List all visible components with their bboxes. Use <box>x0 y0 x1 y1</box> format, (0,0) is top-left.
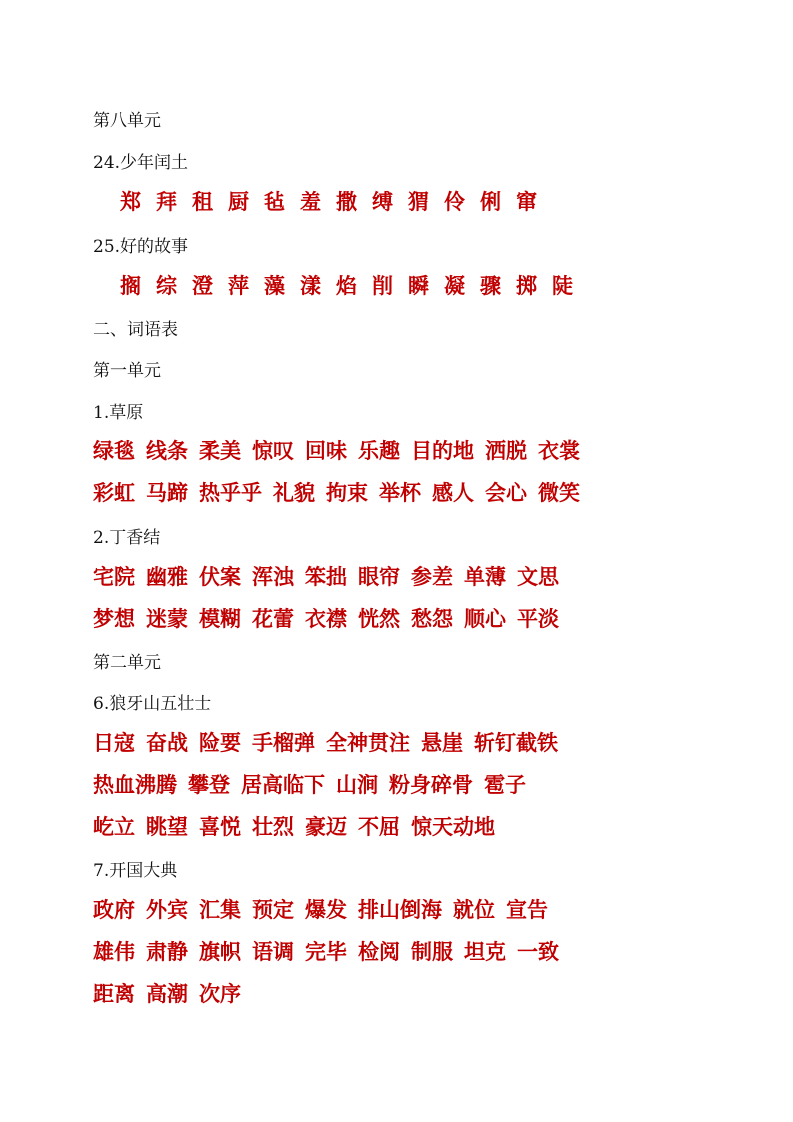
character-item: 瞬 <box>408 273 430 298</box>
word-item: 不屈 <box>358 814 400 839</box>
word-item: 宣告 <box>506 897 548 922</box>
word-item: 单薄 <box>464 564 506 589</box>
word-item: 顺心 <box>464 606 506 631</box>
word-item: 爆发 <box>305 897 347 922</box>
word-item: 粉身碎骨 <box>389 772 473 797</box>
character-item: 搁 <box>120 273 142 298</box>
character-item: 缚 <box>372 189 394 214</box>
word-item: 山涧 <box>336 772 378 797</box>
character-item: 伶 <box>444 189 466 214</box>
character-item: 俐 <box>480 189 502 214</box>
word-item: 浑浊 <box>252 564 294 589</box>
word-item: 检阅 <box>358 939 400 964</box>
word-item: 攀登 <box>188 772 230 797</box>
word-item: 礼貌 <box>273 480 315 505</box>
word-item: 居高临下 <box>241 772 325 797</box>
character-item: 窜 <box>516 189 538 214</box>
word-item: 恍然 <box>358 606 400 631</box>
word-item: 伏案 <box>199 564 241 589</box>
word-item: 就位 <box>453 897 495 922</box>
word-item: 梦想 <box>93 606 135 631</box>
word-item: 排山倒海 <box>358 897 442 922</box>
word-item: 屹立 <box>93 814 135 839</box>
lesson-2-words-row-1 <box>93 561 570 591</box>
word-item: 衣襟 <box>305 606 347 631</box>
word-item: 坦克 <box>464 939 506 964</box>
word-item: 洒脱 <box>485 438 527 463</box>
word-item: 制服 <box>411 939 453 964</box>
word-item: 参差 <box>411 564 453 589</box>
word-item: 日寇 <box>93 730 135 755</box>
character-item: 毡 <box>264 189 286 214</box>
lesson-25-title: 25.好的故事 <box>93 237 189 257</box>
word-item: 彩虹 <box>93 480 135 505</box>
character-item: 陡 <box>552 273 574 298</box>
lesson-1-words-row-2 <box>93 477 591 507</box>
lesson-7-words-row-2 <box>93 936 570 966</box>
word-item: 平淡 <box>517 606 559 631</box>
word-item: 全神贯注 <box>326 730 410 755</box>
character-item: 厨 <box>228 189 250 214</box>
character-item: 澄 <box>192 273 214 298</box>
word-item: 悬崖 <box>421 730 463 755</box>
word-item: 惊天动地 <box>411 814 495 839</box>
word-item: 文思 <box>517 564 559 589</box>
word-item: 政府 <box>93 897 135 922</box>
lesson-2-words-row-2 <box>93 603 570 633</box>
word-item: 预定 <box>252 897 294 922</box>
word-item: 愁怨 <box>411 606 453 631</box>
character-item: 掷 <box>516 273 538 298</box>
lesson-6-title: 6.狼牙山五壮士 <box>93 694 212 714</box>
word-item: 旗帜 <box>199 939 241 964</box>
character-item: 骤 <box>480 273 502 298</box>
word-item: 奋战 <box>146 730 188 755</box>
word-item: 雄伟 <box>93 939 135 964</box>
character-item: 租 <box>192 189 214 214</box>
lesson-1-words-row-1 <box>93 435 591 465</box>
word-item: 花蕾 <box>252 606 294 631</box>
word-item: 肃静 <box>146 939 188 964</box>
character-item: 藻 <box>264 273 286 298</box>
character-item: 综 <box>156 273 178 298</box>
word-item: 斩钉截铁 <box>474 730 558 755</box>
vocab-section-heading: 二、词语表 <box>93 320 178 340</box>
word-item: 回味 <box>305 438 347 463</box>
word-item: 豪迈 <box>305 814 347 839</box>
word-item: 眼帘 <box>358 564 400 589</box>
lesson-6-words-row-3 <box>93 811 506 841</box>
word-item: 外宾 <box>146 897 188 922</box>
word-item: 壮烈 <box>252 814 294 839</box>
word-item: 拘束 <box>326 480 368 505</box>
lesson-2-title: 2.丁香结 <box>93 528 161 548</box>
character-item: 削 <box>372 273 394 298</box>
lesson-24-chars <box>120 186 552 216</box>
character-item: 漾 <box>300 273 322 298</box>
word-item: 完毕 <box>305 939 347 964</box>
word-item: 绿毯 <box>93 438 135 463</box>
word-item: 热血沸腾 <box>93 772 177 797</box>
word-item: 线条 <box>146 438 188 463</box>
lesson-6-words-row-2 <box>93 769 537 799</box>
lesson-7-title: 7.开国大典 <box>93 861 178 881</box>
word-item: 目的地 <box>411 438 474 463</box>
word-item: 微笑 <box>538 480 580 505</box>
character-item: 萍 <box>228 273 250 298</box>
lesson-1-title: 1.草原 <box>93 403 144 423</box>
character-item: 拜 <box>156 189 178 214</box>
word-item: 衣裳 <box>538 438 580 463</box>
lesson-7-words-row-3 <box>93 978 252 1008</box>
lesson-6-words-row-1 <box>93 727 569 757</box>
word-item: 高潮 <box>146 981 188 1006</box>
word-item: 乐趣 <box>358 438 400 463</box>
word-item: 会心 <box>485 480 527 505</box>
word-item: 热乎乎 <box>199 480 262 505</box>
word-item: 次序 <box>199 981 241 1006</box>
word-item: 模糊 <box>199 606 241 631</box>
word-item: 迷蒙 <box>146 606 188 631</box>
character-item: 凝 <box>444 273 466 298</box>
word-item: 眺望 <box>146 814 188 839</box>
word-item: 距离 <box>93 981 135 1006</box>
word-item: 笨拙 <box>305 564 347 589</box>
word-item: 一致 <box>517 939 559 964</box>
word-item: 汇集 <box>199 897 241 922</box>
word-item: 语调 <box>252 939 294 964</box>
lesson-24-title: 24.少年闰土 <box>93 153 189 173</box>
word-item: 幽雅 <box>146 564 188 589</box>
word-item: 举杯 <box>379 480 421 505</box>
word-item: 感人 <box>432 480 474 505</box>
unit-2-heading: 第二单元 <box>93 653 161 673</box>
lesson-7-words-row-1 <box>93 894 559 924</box>
word-item: 手榴弹 <box>252 730 315 755</box>
word-item: 喜悦 <box>199 814 241 839</box>
character-item: 羞 <box>300 189 322 214</box>
unit-1-heading: 第一单元 <box>93 361 161 381</box>
word-item: 柔美 <box>199 438 241 463</box>
word-item: 险要 <box>199 730 241 755</box>
word-item: 惊叹 <box>252 438 294 463</box>
word-item: 马蹄 <box>146 480 188 505</box>
word-item: 雹子 <box>484 772 526 797</box>
character-item: 猬 <box>408 189 430 214</box>
character-item: 郑 <box>120 189 142 214</box>
character-item: 撒 <box>336 189 358 214</box>
lesson-25-chars <box>120 270 588 300</box>
unit-8-heading: 第八单元 <box>93 111 161 131</box>
word-item: 宅院 <box>93 564 135 589</box>
character-item: 焰 <box>336 273 358 298</box>
